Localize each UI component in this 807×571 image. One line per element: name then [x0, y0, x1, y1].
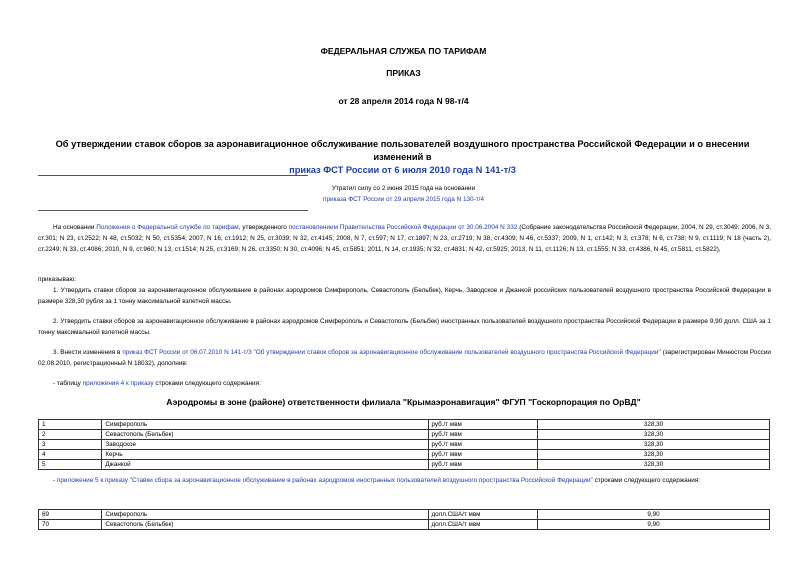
row-number: 2: [39, 430, 102, 440]
airport-name: Заводское: [102, 440, 428, 450]
item-3-lead: 3. Внести изменения в: [53, 349, 123, 356]
divider-top: [38, 175, 308, 176]
airport-name: Симферополь: [102, 510, 428, 520]
doc-type: ПРИКАЗ: [386, 68, 421, 78]
table-row: [39, 420, 770, 430]
order-141-link[interactable]: приказ ФСТ России от 06.07.2010 N 141-т/3 "Об утверждении ставок сборов за аэронавигационное обслуживание пользователей воздушного пространства Российской Федерации": [122, 349, 661, 356]
preamble-mid: , утвержденного: [238, 224, 289, 231]
item-3: [38, 347, 771, 369]
item-1: [38, 285, 771, 307]
status-note-text: Утратил силу со 2 июня 2015 года на основании: [331, 185, 476, 192]
item-1-text: 1. Утвердить ставки сборов за аэронавигационное обслуживание в районах аэродромов Симферополь, Севастополь (Бельбек), Керчь, Заводское и Джанкой российских пользователей воздушного пространства Российской Федерации в размере 328,30 рубля за 1 тонну максимальной взлетной массы.: [38, 287, 771, 305]
table-row: [39, 520, 770, 530]
rate-unit: долл.США/т мвм: [428, 510, 537, 520]
rate-value: 328,30: [537, 420, 769, 430]
table-row: [39, 510, 770, 520]
row-number: 4: [39, 450, 102, 460]
bullet-5-lead: -: [53, 477, 57, 484]
order-word: приказываю:: [38, 276, 76, 283]
rate-value: 328,30: [537, 450, 769, 460]
preamble: [38, 222, 771, 255]
bullet-4-lead: - таблицу: [53, 380, 83, 387]
rate-value: 328,30: [537, 460, 769, 470]
airport-name: Керчь: [102, 450, 428, 460]
row-number: 5: [39, 460, 102, 470]
doc-title-line1: Об утверждении ставок сборов за аэронавигационное обслуживание пользователей воздушного пространства Российской Федерации и о внесении изменений в: [55, 139, 750, 162]
rate-value: 9,90: [537, 520, 769, 530]
agency-name: ФЕДЕРАЛЬНАЯ СЛУЖБА ПО ТАРИФАМ: [320, 46, 487, 56]
row-number: 3: [39, 440, 102, 450]
rate-value: 328,30: [537, 440, 769, 450]
rate-unit: долл.США/т мвм: [428, 520, 537, 530]
airport-name: Севастополь (Бельбек): [102, 520, 428, 530]
table-row: [39, 430, 770, 440]
doc-title: [30, 138, 775, 177]
table-airports-usd: [38, 509, 770, 530]
rate-unit: руб./т мвм: [428, 430, 537, 440]
table-row: [39, 450, 770, 460]
status-note-link[interactable]: приказа ФСТ России от 29 апреля 2015 года N 130-т/4: [322, 196, 484, 203]
status-note: [200, 183, 607, 205]
title-amended-order-link[interactable]: приказ ФСТ России от 6 июля 2010 года N 141-т/3: [289, 165, 516, 175]
item-2: [38, 316, 771, 338]
preamble-rest: (Собрание законодательства Российской Федерации, 2004, N 29, ст.3049; 2006, N 3, ст.301; N 23, ст.2522; N 48, ст.5032; N 50, ст.5354; 2007, N 16, ст.1912; N 25, ст.3039; N 32, ст.4145; 2008, N 7, ст.597; N 17, ст.1897; N 23, ст.2719; N 38, ст.4309; N 46, ст.5337; 2009, N 1, ст.142; N 3, ст.378; N 6, ст.738; N 9, ст.1119; N 18 (часть 2), ст.2249; N 33, ст.4086; 2010, N 9, ст.960; N 13, ст.1514; N 25, ст.3169; N 26, ст.3350; N 30, ст.4096; N 45, ст.5851; 2011, N 14, ст.1935; N 32, ст.4831; N 42, ст.5925; 2013, N 11, ст.1126; N 13, ст.1555; N 33, ст.4386, N 45, ст.5811, ст.5822),: [38, 224, 772, 253]
rate-value: 328,30: [537, 430, 769, 440]
doc-date-number: от 28 апреля 2014 года N 98-т/4: [338, 96, 469, 106]
table-row: [39, 460, 770, 470]
row-number: 1: [39, 420, 102, 430]
airport-name: Симферополь: [102, 420, 428, 430]
rate-unit: руб./т мвм: [428, 440, 537, 450]
bullet-appendix-5: [38, 475, 771, 486]
rate-unit: руб./т мвм: [428, 450, 537, 460]
rate-unit: руб./т мвм: [428, 460, 537, 470]
item-2-text: 2. Утвердить ставки сборов за аэронавигационное обслуживание в районах аэродромов Симферополь и Севастополь (Бельбек) иностранных пользователей воздушного пространства Российской Федерации в размере 9,90 долл. США за 1 тонну максимальной взлетной массы.: [38, 318, 771, 336]
row-number: 69: [39, 510, 102, 520]
rate-unit: руб./т мвм: [428, 420, 537, 430]
table-airports-rub: [38, 419, 770, 470]
bullet-appendix-4: [38, 378, 771, 389]
airport-name: Севастополь (Бельбек): [102, 430, 428, 440]
appendix-5-link[interactable]: приложение 5 к приказу "Ставки сбора за аэронавигационное обслуживание в районах аэродромов иностранных пользователей воздушного пространства Российской Федерации": [56, 477, 593, 484]
item-3-rest: (зарегистрирован Минюстом России 02.08.2010, регистрационный N 18032), дополнив:: [38, 349, 771, 367]
regulation-link[interactable]: Положения о Федеральной службе по тарифам: [96, 224, 239, 231]
preamble-lead: На основании: [53, 224, 97, 231]
government-decree-link[interactable]: постановлением Правительства Российской Федерации от 30.06.2004 N 332: [288, 224, 518, 231]
rate-value: 9,90: [537, 510, 769, 520]
row-number: 70: [39, 520, 102, 530]
table1-heading: Аэродромы в зоне (районе) ответственности филиала "Крымаэронавигация" ФГУП "Госкорпорация по ОрВД": [166, 397, 641, 407]
table-row: [39, 440, 770, 450]
appendix-4-link[interactable]: приложения 4 к приказу: [82, 380, 154, 387]
airport-name: Джанкой: [102, 460, 428, 470]
bullet-4-rest: строками следующего содержания:: [153, 380, 261, 387]
divider-bottom: [38, 210, 308, 211]
bullet-5-rest: строками следующего содержания:: [592, 477, 701, 484]
